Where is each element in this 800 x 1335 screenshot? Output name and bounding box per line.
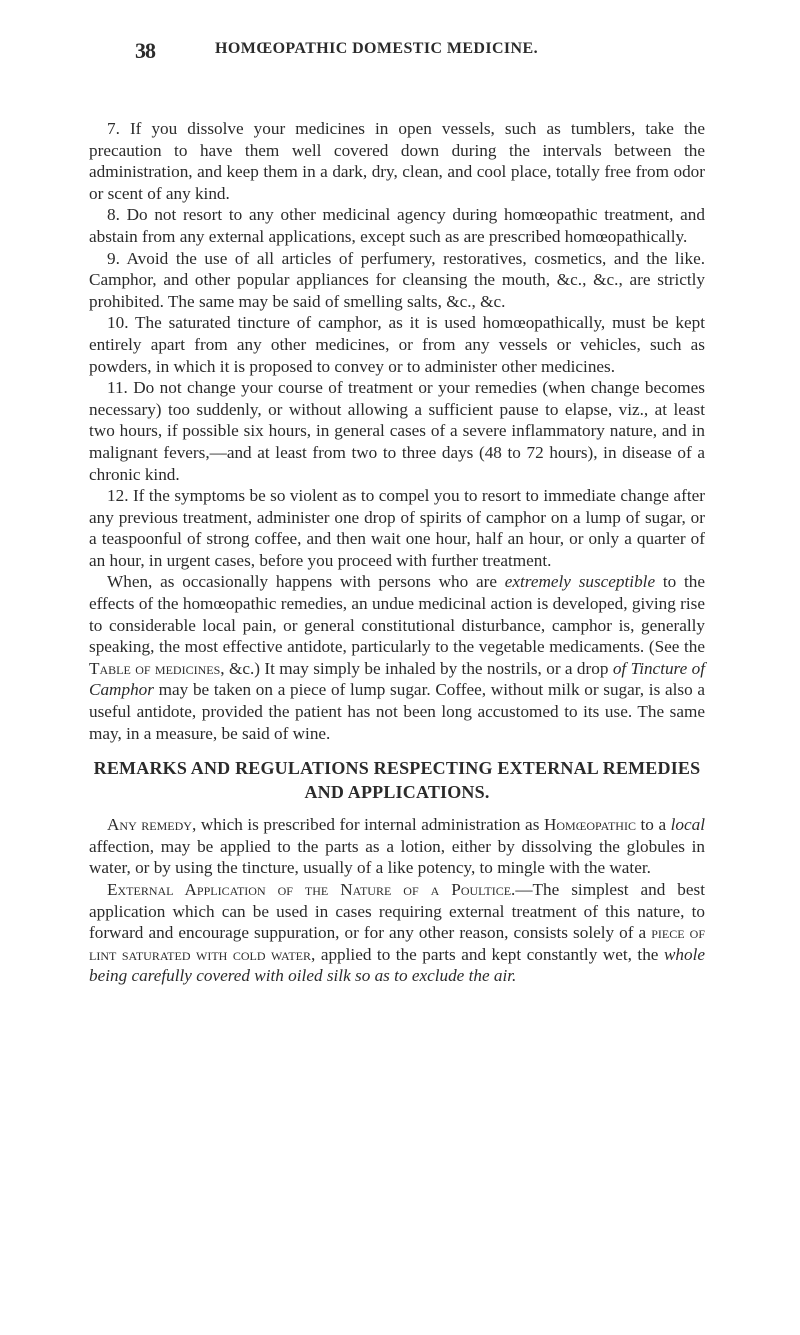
homoeopathic-term: Homœopathic (543, 815, 636, 835)
any-remedy-paragraph (89, 814, 705, 879)
rule-7-paragraph: 7. If you dissolve your medicines in open vessels, such as tumblers, take the precaution to have them well covered down during the intervals between the administration, and keep them in a dark, dry, clean, and cool place, totally free from odor or scent of any kind. (89, 119, 705, 203)
local-emphasis: local (670, 815, 706, 835)
antidote-emphasis-camphor: of Tincture of Camphor (89, 658, 705, 700)
rule-10-paragraph: 10. The saturated tincture of camphor, as it is used homœopathically, must be kept entirely apart from any other medicines, or from any vessels or vehicles, such as powders, in which it is proposed to convey or to administer other medicines. (89, 313, 705, 376)
poultice-heading: External Application of the Nature of a Poultice. (107, 880, 516, 899)
poultice-paragraph (89, 879, 705, 987)
any-remedy-text-a: , which is prescribed for internal administration as (191, 815, 544, 835)
antidote-text-c: , &c.) It may simply be inhaled by the nostrils, or a drop (220, 658, 613, 678)
running-title: HOMŒOPATHIC DOMESTIC MEDICINE. (215, 40, 538, 57)
running-head (95, 0, 705, 63)
poultice-emphasis: whole being carefully covered with oiled silk so as to exclude the air. (89, 944, 705, 986)
rule-8-paragraph: 8. Do not resort to any other medicinal agency during homœopathic treatment, and abstain from any external applications, except such as are prescribed homœopathically. (89, 205, 705, 246)
antidote-paragraph (89, 571, 705, 744)
rule-11-paragraph: 11. Do not change your course of treatment or your remedies (when change becomes necessary) too suddenly, or without allowing a sufficient pause to elapse, viz., at least two hours, if possible six hours, in general cases of a severe inflammatory nature, and in malignant fevers,—and at least from two to three days (48 to 72 hours), in disease of a chronic kind. (89, 378, 705, 484)
page-number: 38 (135, 38, 155, 63)
antidote-text-a: When, as occasionally happens with persons who are (107, 572, 505, 592)
poultice-text-a: —The simplest and best application which can be used in cases requiring external treatment of this nature, to forward and encourage suppuration, or for any other reason, consists solely of a (89, 880, 705, 943)
lint-saturated-term: piece of lint saturated with cold water (89, 923, 705, 964)
rule-12-paragraph: 12. If the symptoms be so violent as to compel you to resort to immediate change after any previous treatment, administer one drop of spirits of camphor on a lump of sugar, or a teaspoonful of strong coffee, and then wait one hour, half an hour, or only a quarter of an hour, in urgent cases, before you proceed with further treatment. (89, 486, 705, 570)
section-heading: REMARKS AND REGULATIONS RESPECTING EXTERNAL REMEDIES AND APPLICATIONS. (93, 758, 701, 803)
any-remedy-text-b: to a (635, 815, 671, 835)
any-remedy-lead: Any remedy (107, 815, 192, 835)
antidote-text-b: to the effects of the homœopathic remedies, an undue medicinal action is developed, giving rise to considerable local pain, or general constitutional disturbance, camphor is, generally speaking, the most effective antidote, particularly to the vegetable medicaments. (See the (89, 572, 706, 657)
body-text (89, 118, 705, 987)
any-remedy-text-c: affection, may be applied to the parts as a lotion, either by dissolving the globules in water, or by using the tincture, usually of a like potency, to mingle with the water. (89, 836, 705, 878)
antidote-emphasis-susceptible: extremely susceptible (504, 572, 656, 592)
antidote-text-d: may be taken on a piece of lump sugar. Coffee, without milk or sugar, is also a useful antidote, provided the patient has not been long accustomed to its use. The same may, in a measure, be said of wine. (89, 680, 705, 743)
poultice-text-b: , applied to the parts and kept constantly wet, the (311, 944, 664, 964)
table-of-medicines-reference: Table of medicines (89, 658, 221, 678)
rule-9-paragraph: 9. Avoid the use of all articles of perfumery, restoratives, cosmetics, and the like. Camphor, and other popular appliances for cleansing the mouth, &c., &c., are strictly prohibited. The same may be said of smelling salts, &c., &c. (89, 248, 705, 311)
